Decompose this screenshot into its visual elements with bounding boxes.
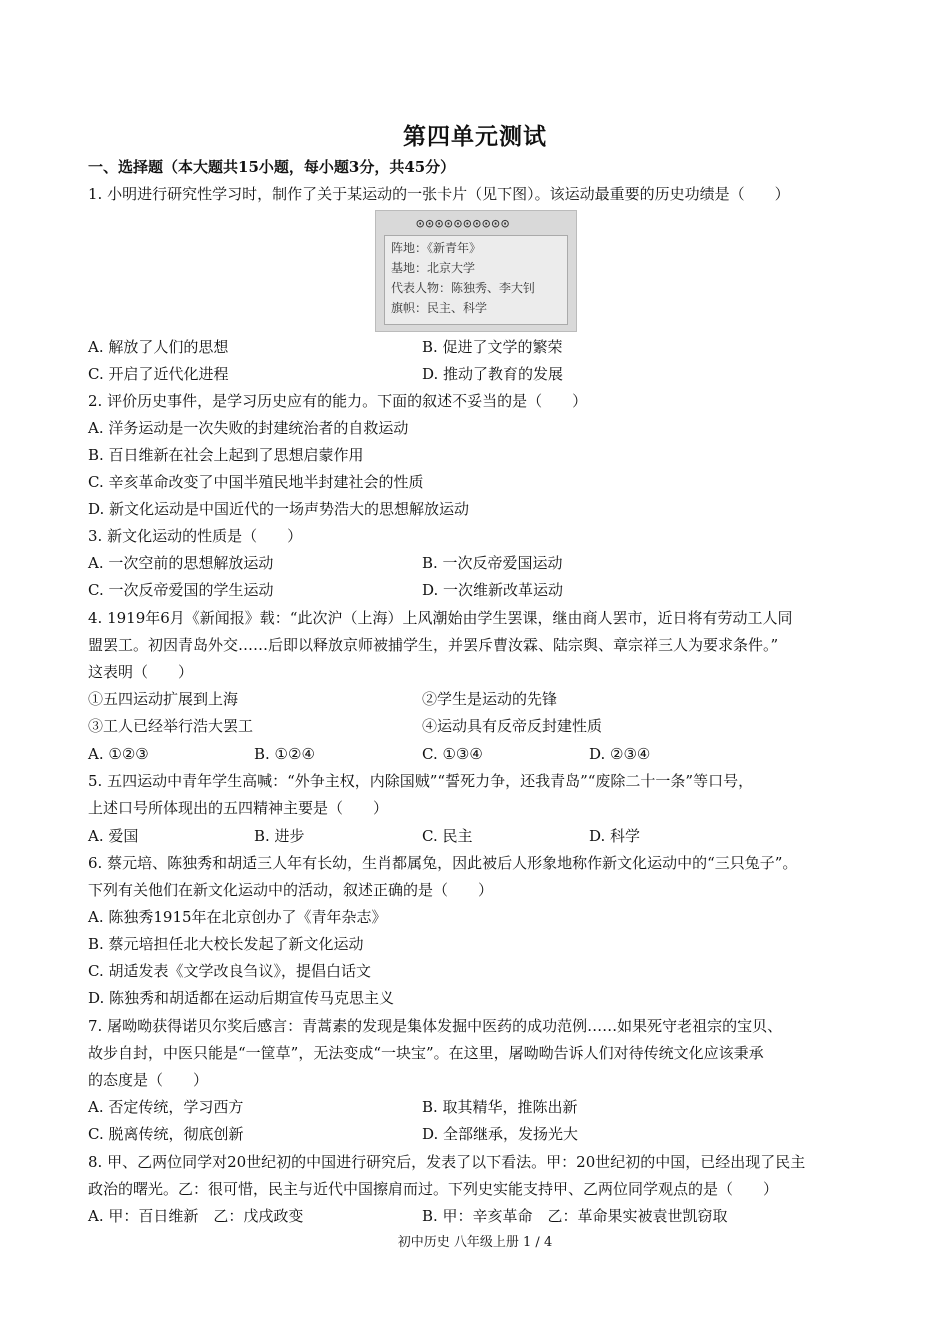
q4-stem-line1: 4. 1919年6月《新闻报》载：“此次沪（上海）上风潮始由学生罢课，继由商人罢市，近日将有劳动工人同: [88, 609, 793, 627]
q6-option-b: B. 蔡元培担任北大校长发起了新文化运动: [88, 935, 364, 953]
q6-stem-line2: 下列有关他们在新文化运动中的活动，叙述正确的是（ ）: [88, 881, 494, 899]
q4-statement-1: ①五四运动扩展到上海: [88, 690, 239, 708]
q8-option-a: A. 甲：百日维新 乙：戊戌政变: [88, 1207, 304, 1225]
q7-option-c: C. 脱离传统，彻底创新: [88, 1125, 244, 1143]
q4-option-a: A. ①②③: [88, 745, 149, 763]
q7-stem-line2: 故步自封，中医只能是“一筐草”，无法变成“一块宝”。在这里，屠呦呦告诉人们对待传统文化应该秉承: [88, 1044, 764, 1062]
q5-option-a: A. 爱国: [88, 827, 139, 845]
q1-stem: 1. 小明进行研究性学习时，制作了关于某运动的一张卡片（见下图）。该运动最重要的历史功绩是（ ）: [88, 185, 790, 203]
q4-statement-2: ②学生是运动的先锋: [422, 690, 558, 708]
q1-option-c: C. 开启了近代化进程: [88, 365, 229, 383]
card-line: 代表人物：陈独秀、李大钊: [391, 281, 536, 295]
card-body: [384, 235, 568, 325]
q3-option-a: A. 一次空前的思想解放运动: [88, 554, 274, 572]
q1-option-d: D. 推动了教育的发展: [422, 365, 564, 383]
q7-option-b: B. 取其精华，推陈出新: [422, 1098, 578, 1116]
q3-option-d: D. 一次维新改革运动: [422, 581, 564, 599]
q7-option-a: A. 否定传统，学习西方: [88, 1098, 244, 1116]
q2-option-b: B. 百日维新在社会上起到了思想启蒙作用: [88, 446, 364, 464]
q7-stem-line1: 7. 屠呦呦获得诺贝尔奖后感言：青蒿素的发现是集体发掘中医药的成功范例……如果死守老祖宗的宝贝、: [88, 1017, 783, 1035]
q5-option-c: C. 民主: [422, 827, 473, 845]
q6-option-d: D. 陈独秀和胡适都在运动后期宣传马克思主义: [88, 989, 395, 1007]
q7-stem-line3: 的态度是（ ）: [88, 1071, 209, 1089]
q3-option-c: C. 一次反帝爱国的学生运动: [88, 581, 274, 599]
page-title: 第四单元测试: [403, 123, 547, 150]
q2-option-d: D. 新文化运动是中国近代的一场声势浩大的思想解放运动: [88, 500, 470, 518]
q6-option-a: A. 陈独秀1915年在北京创办了《青年杂志》: [88, 908, 387, 926]
q7-option-d: D. 全部继承，发扬光大: [422, 1125, 579, 1143]
q3-option-b: B. 一次反帝爱国运动: [422, 554, 563, 572]
q5-stem-line1: 5. 五四运动中青年学生高喊：“外争主权，内除国贼”“誓死力争，还我青岛”“废除二十一条”等口号，: [88, 772, 754, 790]
card-line: 阵地：《新青年》: [391, 241, 482, 255]
q5-option-b: B. 进步: [254, 827, 305, 845]
q1-card-image: [375, 210, 577, 332]
q2-option-a: A. 洋务运动是一次失败的封建统治者的自救运动: [88, 419, 409, 437]
card-line: 旗帜：民主、科学: [391, 301, 488, 315]
q2-stem: 2. 评价历史事件，是学习历史应有的能力。下面的叙述不妥当的是（ ）: [88, 392, 588, 410]
q5-option-d: D. 科学: [589, 827, 641, 845]
q4-statement-4: ④运动具有反帝反封建性质: [422, 717, 603, 735]
q4-statement-3: ③工人已经举行浩大罢工: [88, 717, 254, 735]
q4-option-c: C. ①③④: [422, 745, 483, 763]
q4-option-b: B. ①②④: [254, 745, 315, 763]
q4-stem-line2: 盟罢工。初因青岛外交……后即以释放京师被捕学生，并罢斥曹汝霖、陆宗舆、章宗祥三人为要求条件。”: [88, 636, 779, 654]
q8-stem-line2: 政治的曙光。乙：很可惜，民主与近代中国擦肩而过。下列史实能支持甲、乙两位同学观点的是（ ）: [88, 1180, 779, 1198]
q1-option-b: B. 促进了文学的繁荣: [422, 338, 563, 356]
q8-option-b: B. 甲：辛亥革命 乙：革命果实被袁世凯窃取: [422, 1207, 728, 1225]
q4-option-d: D. ②③④: [589, 745, 651, 763]
q3-stem: 3. 新文化运动的性质是（ ）: [88, 527, 303, 545]
card-line: 基地：北京大学: [391, 261, 476, 275]
section-heading: 一、选择题（本大题共15小题，每小题3分，共45分）: [88, 158, 456, 176]
spiral-rings-icon: ⊙⊙⊙⊙⊙⊙⊙⊙⊙⊙: [416, 216, 511, 232]
q6-option-c: C. 胡适发表《文学改良刍议》，提倡白话文: [88, 962, 371, 980]
q6-stem-line1: 6. 蔡元培、陈独秀和胡适三人年有长幼，生肖都属兔，因此被后人形象地称作新文化运动中的“三只兔子”。: [88, 854, 798, 872]
q1-option-a: A. 解放了人们的思想: [88, 338, 229, 356]
q4-stem-line3: 这表明（ ）: [88, 663, 194, 681]
q8-stem-line1: 8. 甲、乙两位同学对20世纪初的中国进行研究后，发表了以下看法。甲：20世纪初的中国，已经出现了民主: [88, 1153, 806, 1171]
page-footer: 初中历史 八年级上册 1 / 4: [397, 1235, 553, 1250]
q2-option-c: C. 辛亥革命改变了中国半殖民地半封建社会的性质: [88, 473, 424, 491]
q5-stem-line2: 上述口号所体现出的五四精神主要是（ ）: [88, 799, 389, 817]
